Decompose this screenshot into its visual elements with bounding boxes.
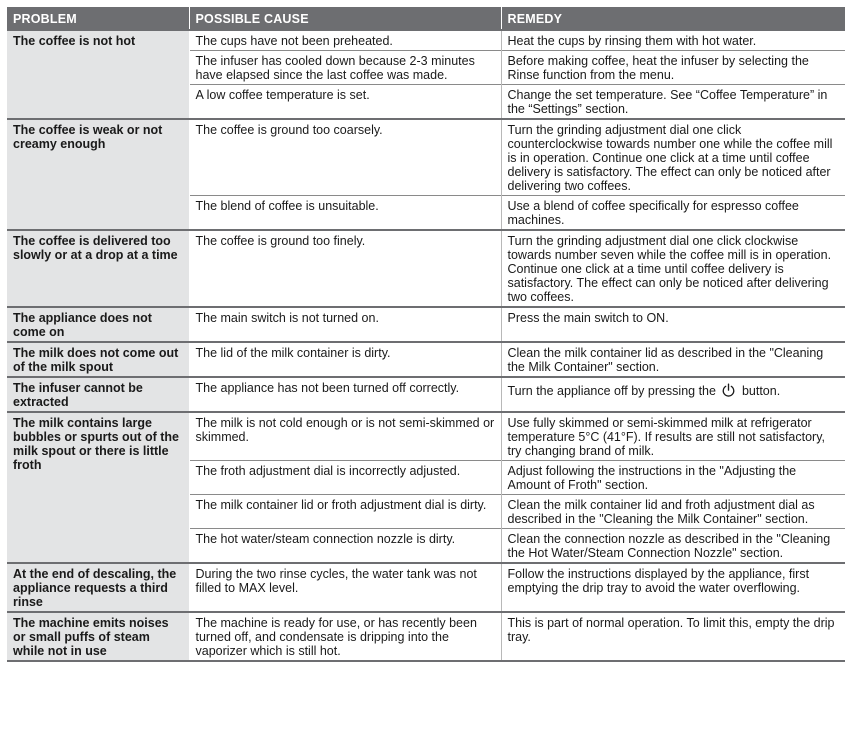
cause-cell: The cups have not been preheated. xyxy=(189,30,501,51)
power-icon xyxy=(721,383,736,398)
remedy-cell: Use fully skimmed or semi-skimmed milk at refrigerator temperature 5°C (41°F). If results are still not satisfactory, try changing brand of milk. xyxy=(501,412,845,461)
table-row xyxy=(7,307,845,342)
table-row xyxy=(7,377,845,412)
remedy-cell: Heat the cups by rinsing them with hot water. xyxy=(501,30,845,51)
table-row xyxy=(7,119,845,196)
problem-cell: The milk does not come out of the milk spout xyxy=(7,342,189,377)
remedy-cell: This is part of normal operation. To limit this, empty the drip tray. xyxy=(501,612,845,661)
table-row xyxy=(7,230,845,307)
table-row xyxy=(7,612,845,661)
remedy-text-before: Turn the appliance off by pressing the xyxy=(507,384,716,398)
problem-cell: The coffee is weak or not creamy enough xyxy=(7,119,189,230)
header-remedy: REMEDY xyxy=(501,7,845,30)
cause-cell: The lid of the milk container is dirty. xyxy=(189,342,501,377)
remedy-cell: Clean the connection nozzle as described in the "Cleaning the Hot Water/Steam Connection Nozzle" section. xyxy=(501,529,845,564)
table-row xyxy=(7,30,845,51)
cause-cell: The machine is ready for use, or has recently been turned off, and condensate is dripping into the vaporizer which is still hot. xyxy=(189,612,501,661)
problem-cell: The milk contains large bubbles or spurts out of the milk spout or there is little froth xyxy=(7,412,189,563)
cause-cell: The main switch is not turned on. xyxy=(189,307,501,342)
troubleshooting-table-wrapper xyxy=(7,7,845,662)
remedy-text-after: button. xyxy=(741,384,781,398)
table-row xyxy=(7,412,845,461)
table-header-row xyxy=(7,7,845,30)
problem-cell: The appliance does not come on xyxy=(7,307,189,342)
problem-cell: At the end of descaling, the appliance requests a third rinse xyxy=(7,563,189,612)
remedy-cell: Turn the grinding adjustment dial one click counterclockwise towards number one while the coffee mill is in operation. Continue one click at a time until coffee delivery is satisfactory. The effect can only be noticed after delivering two coffees. xyxy=(501,119,845,196)
problem-cell: The infuser cannot be extracted xyxy=(7,377,189,412)
cause-cell: The infuser has cooled down because 2-3 minutes have elapsed since the last coffee was made. xyxy=(189,51,501,85)
remedy-cell: Adjust following the instructions in the "Adjusting the Amount of Froth" section. xyxy=(501,461,845,495)
cause-cell: The blend of coffee is unsuitable. xyxy=(189,196,501,231)
cause-cell: During the two rinse cycles, the water tank was not filled to MAX level. xyxy=(189,563,501,612)
table-row xyxy=(7,342,845,377)
remedy-cell: Press the main switch to ON. xyxy=(501,307,845,342)
cause-cell: The milk is not cold enough or is not semi-skimmed or skimmed. xyxy=(189,412,501,461)
remedy-cell: Follow the instructions displayed by the appliance, first emptying the drip tray to avoid the water overflowing. xyxy=(501,563,845,612)
remedy-cell: Clean the milk container lid and froth adjustment dial as described in the "Cleaning the Milk Container" section. xyxy=(501,495,845,529)
cause-cell: The milk container lid or froth adjustment dial is dirty. xyxy=(189,495,501,529)
cause-cell: The appliance has not been turned off correctly. xyxy=(189,377,501,412)
cause-cell: A low coffee temperature is set. xyxy=(189,85,501,120)
troubleshooting-table xyxy=(7,7,845,662)
header-possible-cause: POSSIBLE CAUSE xyxy=(189,7,501,30)
remedy-cell: Change the set temperature. See “Coffee Temperature” in the “Settings” section. xyxy=(501,85,845,120)
remedy-cell: Use a blend of coffee specifically for espresso coffee machines. xyxy=(501,196,845,231)
remedy-cell: Turn the grinding adjustment dial one click clockwise towards number seven while the coffee mill is in operation. Continue one click at a time until coffee delivery is satisfactory. The effect can only be noticed after delivering two coffees. xyxy=(501,230,845,307)
problem-cell: The coffee is delivered too slowly or at a drop at a time xyxy=(7,230,189,307)
cause-cell: The coffee is ground too finely. xyxy=(189,230,501,307)
cause-cell: The froth adjustment dial is incorrectly adjusted. xyxy=(189,461,501,495)
remedy-cell: Before making coffee, heat the infuser by selecting the Rinse function from the menu. xyxy=(501,51,845,85)
table-row xyxy=(7,563,845,612)
header-problem: PROBLEM xyxy=(7,7,189,30)
remedy-cell: Clean the milk container lid as described in the "Cleaning the Milk Container" section. xyxy=(501,342,845,377)
problem-cell: The machine emits noises or small puffs of steam while not in use xyxy=(7,612,189,661)
problem-cell: The coffee is not hot xyxy=(7,30,189,119)
cause-cell: The hot water/steam connection nozzle is dirty. xyxy=(189,529,501,564)
remedy-cell xyxy=(501,377,845,412)
cause-cell: The coffee is ground too coarsely. xyxy=(189,119,501,196)
